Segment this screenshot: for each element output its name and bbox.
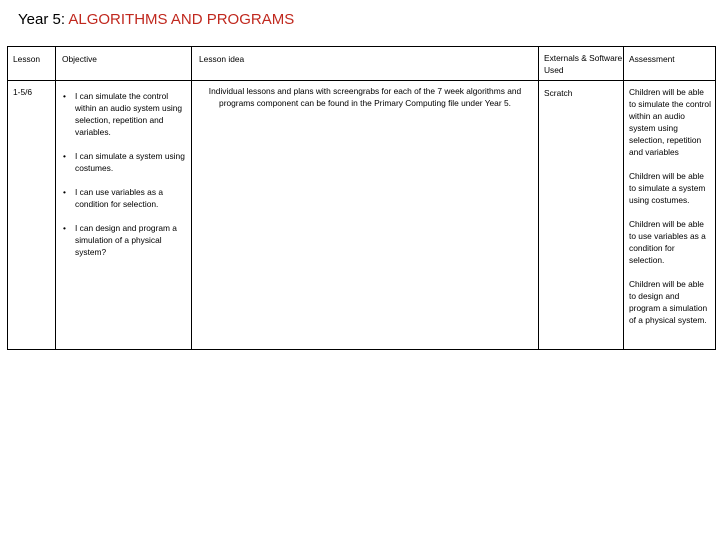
lesson-plan-table [7,46,716,350]
externals-cell [539,81,624,350]
lesson-idea-cell [192,81,539,350]
header-externals: Externals & Software Used [539,47,624,81]
header-lesson: Lesson [8,47,56,81]
list-item: Children will be able to simulate the control within an audio system using selection, repetition and variables [629,87,711,157]
page-title [18,11,294,29]
list-item: • I can design and program a simulation of a physical system? [63,223,177,257]
table-row [8,81,716,350]
header-assessment: Assessment [624,47,716,81]
objectives-list [56,81,191,258]
lesson-idea-text: Individual lessons and plans with screengrabs for each of the 7 week algorithms and programs component can be found in the Primary Computing file under Year 5. [208,86,522,108]
list-item: Children will be able to simulate a system using costumes. [629,171,706,205]
assessment-cell [624,81,716,350]
title-prefix: Year 5: [18,11,65,28]
assessment-list [624,81,715,326]
lesson-number: 1-5/6 [13,87,33,97]
software-name: Scratch [544,88,573,98]
title-topic: ALGORITHMS AND PROGRAMS [68,11,295,28]
list-item: • I can simulate a system using costumes. [63,151,185,173]
list-item: • I can use variables as a condition for selection. [63,187,163,209]
lesson-number-cell [8,81,56,350]
header-objective: Objective [56,47,192,81]
list-item: • I can simulate the control within an audio system using selection, repetition and variables. [63,91,183,137]
list-item: Children will be able to use variables as a condition for selection. [629,219,706,265]
list-item: Children will be able to design and program a simulation of a physical system. [629,279,708,325]
header-row [8,47,716,81]
header-lesson-idea: Lesson idea [192,47,539,81]
objectives-cell [56,81,192,350]
